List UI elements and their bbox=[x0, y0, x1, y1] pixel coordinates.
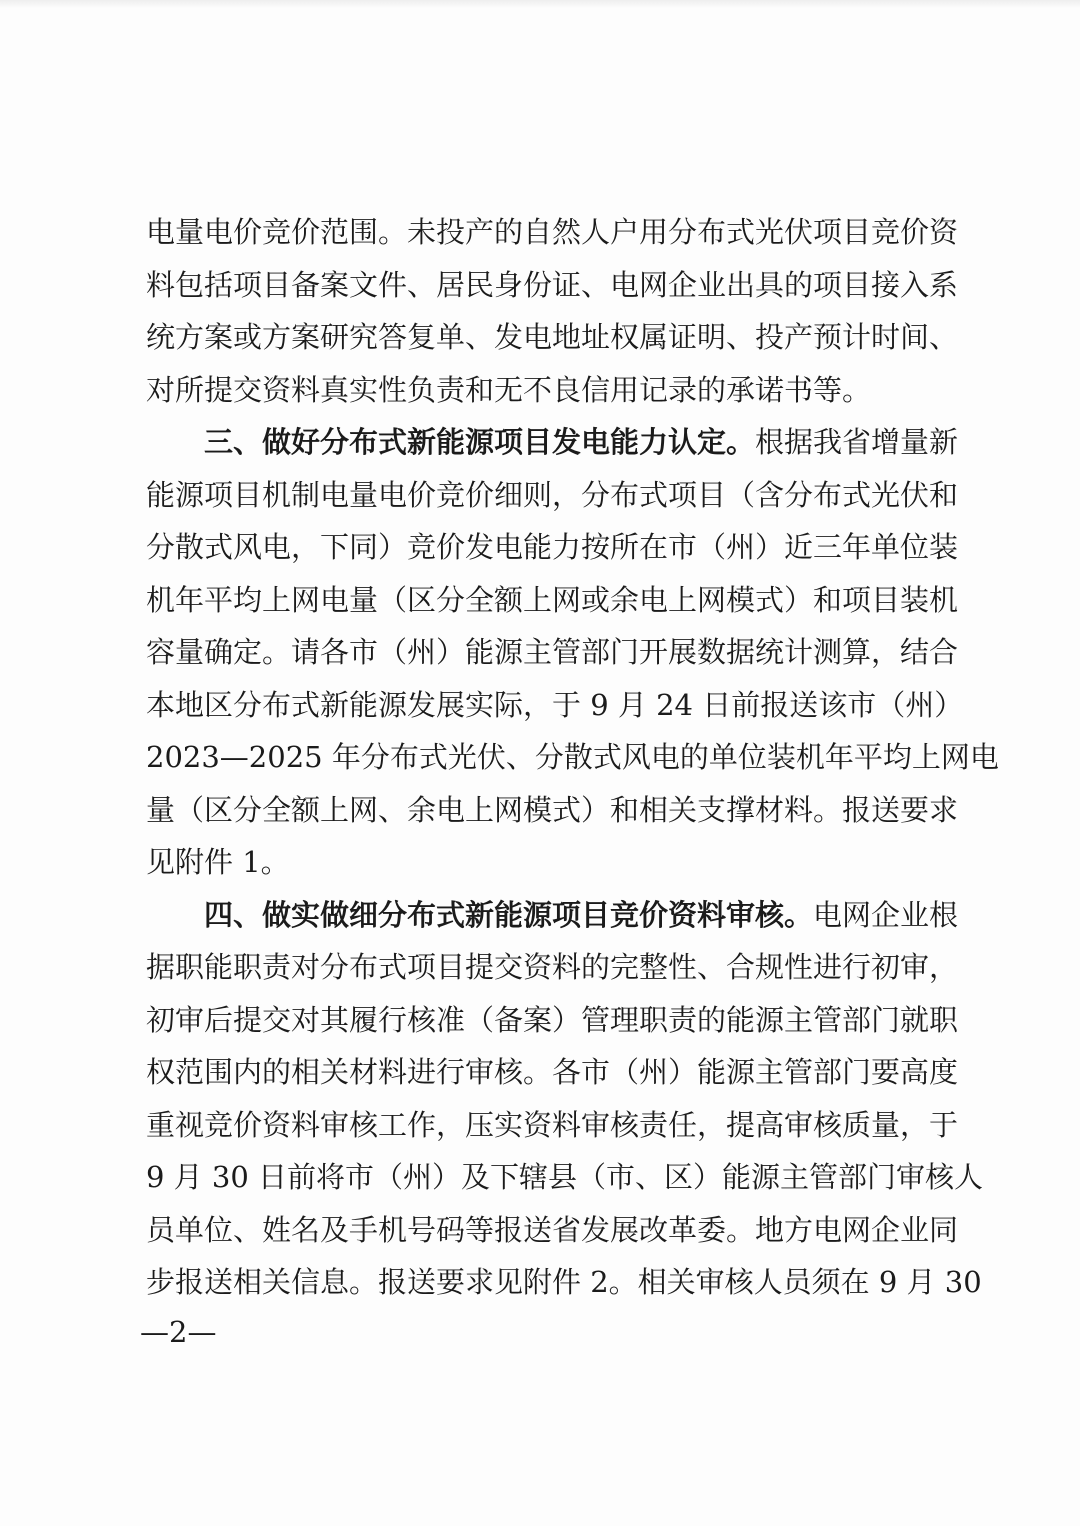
text-line: 权范围内的相关材料进行审核。各市（州）能源主管部门要高度 bbox=[146, 1055, 959, 1089]
section-3-first-line bbox=[146, 416, 959, 469]
text-line: 电量电价竞价范围。未投产的自然人户用分布式光伏项目竞价资 bbox=[146, 215, 959, 249]
text-line: 对所提交资料真实性负责和无不良信用记录的承诺书等。 bbox=[146, 372, 872, 407]
page-number: —2— bbox=[140, 1315, 217, 1349]
text-line: 料包括项目备案文件、居民身份证、电网企业出具的项目接入系 bbox=[146, 267, 959, 302]
text-line: 据职能职责对分布式项目提交资料的完整性、合规性进行初审， bbox=[146, 950, 959, 984]
text-line: 分散式风电，下同）竞价发电能力按所在市（州）近三年单位装 bbox=[146, 530, 959, 564]
section-4-heading: 四、做实做细分布式新能源项目竞价资料审核。 bbox=[204, 897, 814, 932]
section-3-heading: 三、做好分布式新能源项目发电能力认定。 bbox=[204, 425, 756, 459]
text-line: 步报送相关信息。报送要求见附件 2。相关审核人员须在 9 月 30 bbox=[146, 1265, 982, 1299]
section-4-first-line bbox=[146, 889, 959, 942]
text-line: 机年平均上网电量（区分全额上网或余电上网模式）和项目装机 bbox=[146, 582, 959, 617]
section-3-first-line-text: 根据我省增量新 bbox=[755, 425, 959, 459]
text-line: 见附件 1。 bbox=[146, 845, 290, 879]
text-line: 本地区分布式新能源发展实际，于 9 月 24 日前报送该市（州） bbox=[146, 687, 964, 722]
text-line: 9 月 30 日前将市（州）及下辖县（市、区）能源主管部门审核人 bbox=[146, 1160, 984, 1194]
page-top-edge bbox=[0, 0, 1080, 8]
text-line: 容量确定。请各市（州）能源主管部门开展数据统计测算，结合 bbox=[146, 635, 959, 669]
text-line: 量（区分全额上网、余电上网模式）和相关支撑材料。报送要求 bbox=[146, 792, 959, 827]
text-line: 统方案或方案研究答复单、发电地址权属证明、投产预计时间、 bbox=[146, 320, 959, 354]
text-line: 2023—2025 年分布式光伏、分散式风电的单位装机年平均上网电 bbox=[146, 740, 999, 774]
section-4-first-line-text: 电网企业根 bbox=[813, 897, 959, 932]
text-line: 初审后提交对其履行核准（备案）管理职责的能源主管部门就职 bbox=[146, 1002, 959, 1037]
document-body bbox=[146, 206, 999, 1309]
text-line: 重视竞价资料审核工作，压实资料审核责任，提高审核质量，于 bbox=[146, 1107, 959, 1142]
text-line: 员单位、姓名及手机号码等报送省发展改革委。地方电网企业同 bbox=[146, 1212, 959, 1247]
text-line: 能源项目机制电量电价竞价细则，分布式项目（含分布式光伏和 bbox=[146, 477, 959, 512]
